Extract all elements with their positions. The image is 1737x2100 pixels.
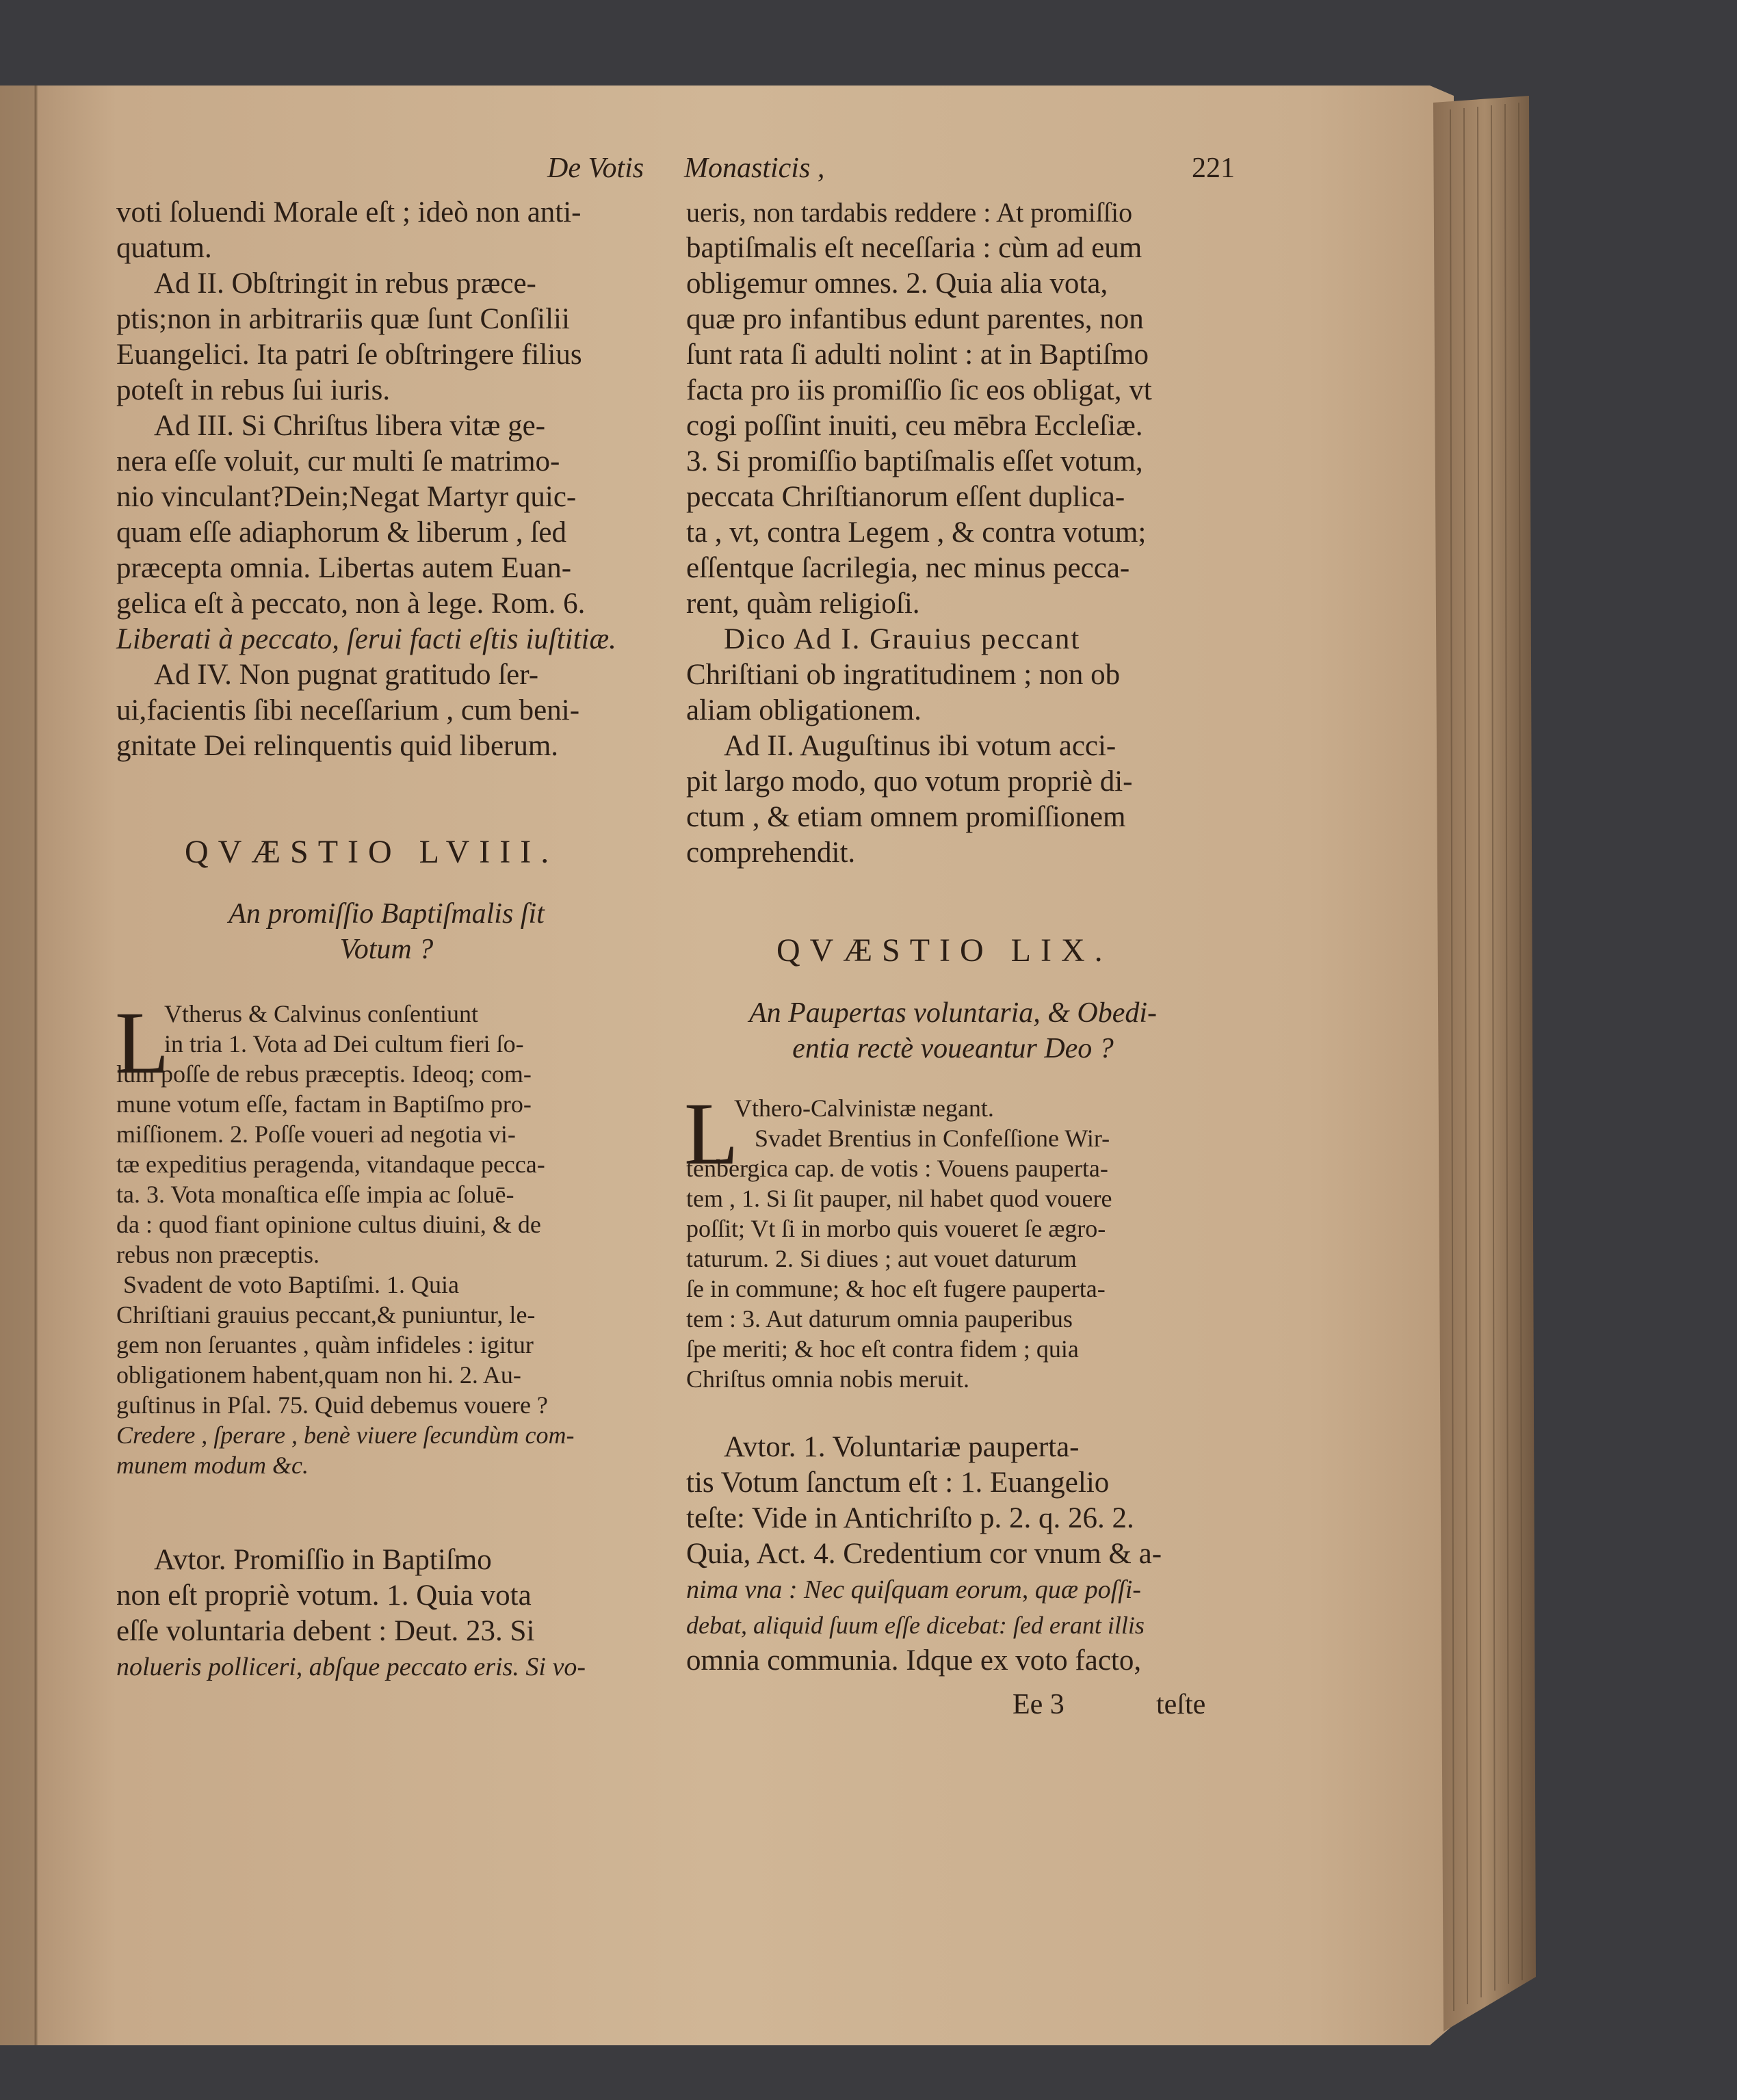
text-line: non eſt propriè votum. 1. Quia vota [116,1579,532,1612]
question-title-lviii [116,896,657,967]
text-line: ſunt rata ſi adulti nolint : at in Baptiſmo [686,339,1149,371]
text-line: peccata Chriſtianorum eſſent duplica- [686,481,1125,513]
text-line: Ad II. Auguſtinus ibi votum acci- [724,730,1116,762]
right-column-body-end [686,1430,1162,1679]
text-line: 3. Si promiſſio baptiſmalis eſſet votum, [686,445,1143,477]
text-line: taturum. 2. Si diues ; aut vouet daturum [686,1245,1077,1272]
text-line: baptiſmalis eſt neceſſaria : cùm ad eum [686,232,1142,264]
text-line-italic: debat, aliquid ſuum eſſe dicebat: ſed erant illis [686,1612,1145,1639]
text-line: facta pro iis promiſſio ſic eos obligat, vt [686,374,1152,406]
left-column-intro [116,195,616,764]
text-line: rent, quàm religioſi. [686,588,920,620]
text-line-italic: Liberati à peccato, ſerui facti eſtis iuſtitiæ. [116,623,616,655]
text-line-italic: munem modum &c. [116,1452,309,1479]
text-line: mune votum eſſe, factam in Baptiſmo pro- [116,1090,532,1118]
text-line: Svadent de voto Baptiſmi. 1. Quia [123,1271,459,1298]
text-line: Chriſtiani ob ingratitudinem ; non ob [686,659,1121,691]
text-line: teſte: Vide in Antichriſto p. 2. q. 26. 2. [686,1502,1134,1534]
text-line: nio vinculant?Dein;Negat Martyr quic- [116,481,577,513]
text-line: quatum. [116,232,212,264]
left-column-body [115,994,575,1480]
text-line: Vtherus & Calvinus conſentiunt [164,1000,478,1027]
text-line: eſſentque ſacrilegia, nec minus pecca- [686,552,1130,584]
text-line: pit largo modo, quo votum propriè di- [686,765,1133,798]
page-number: 221 [1192,153,1235,184]
running-head-left: De Votis [547,153,644,184]
text-line: lùm poſſe de rebus præceptis. Ideoq; com- [116,1060,532,1088]
text-line: quam eſſe adiaphorum & liberum , ſed [116,516,566,549]
drop-cap: L [115,994,170,1092]
question-heading-lviii: QVÆSTIO LVIII. [185,834,559,870]
text-line: ui,facientis ſibi neceſſarium , cum beni- [116,694,580,726]
text-line: Euangelici. Ita patri ſe obſtringere filius [116,339,582,371]
text-line: poſſit; Vt ſi in morbo quis voueret ſe ægro- [686,1215,1106,1242]
text-line: obligemur omnes. 2. Quia alia vota, [686,267,1108,300]
text-line: guſtinus in Pſal. 75. Quid debemus vouere ? [116,1391,548,1419]
text-line: omnia communia. Idque ex voto facto, [686,1644,1142,1677]
title-line: An Paupertas voluntaria, & Obedi- [748,997,1158,1029]
text-line-italic: nima vna : Nec quiſquam eorum, quæ poſſi- [686,1575,1141,1604]
text-line: Ad II. Obſtringit in rebus præce- [154,267,536,300]
text-line: rebus non præceptis. [116,1241,319,1268]
running-head-right: Monasticis , [684,153,825,184]
catchword: teſte [1156,1689,1206,1720]
text-line: comprehendit. [686,837,856,869]
signature-mark: Ee 3 [1013,1689,1065,1720]
right-column-intro [686,195,1152,871]
title-line: Votum ? [339,934,434,965]
text-line: quæ pro infantibus edunt parentes, non [686,303,1144,335]
title-line: An promiſſio Baptiſmalis ſit [228,898,545,930]
text-line: ta , vt, contra Legem , & contra votum; [686,516,1147,549]
text-line: Chriſtus omnia nobis meruit. [686,1365,969,1393]
text-line: ta. 3. Vota monaſtica eſſe impia ac ſoluē- [116,1181,514,1208]
text-line: eſſe voluntaria debent : Deut. 23. Si [116,1615,535,1647]
text-line: præcepta omnia. Libertas autem Euan- [116,552,572,584]
question-heading-lix: QVÆSTIO LIX. [776,932,1112,969]
text-line: tem : 3. Aut daturum omnia pauperibus [686,1305,1073,1333]
right-column-body [684,1085,1112,1394]
text-line: ſpe meriti; & hoc eſt contra fidem ; quia [686,1335,1079,1363]
left-column-body-end [116,1543,586,1685]
text-line: Avtor. 1. Voluntariæ pauperta- [724,1431,1080,1463]
text-line: voti ſoluendi Morale eſt ; ideò non anti- [116,196,582,228]
text-line: ueris, non tardabis reddere : At promiſſio [686,197,1133,228]
text-line: Ad IV. Non pugnat gratitudo ſer- [154,659,539,691]
text-line: ſe in commune; & hoc eſt fugere pauperta- [686,1275,1106,1302]
text-line: Chriſtiani grauius peccant,& puniuntur, le- [116,1301,536,1328]
text-line: tæ expeditius peragenda, vitandaque pecca- [116,1151,545,1178]
question-title-lix [686,995,1220,1066]
text-line: tenbergica cap. de votis : Vouens pauperta- [686,1155,1108,1182]
text-line: tem , 1. Si ſit pauper, nil habet quod vouere [686,1185,1112,1212]
text-line: Ad III. Si Chriſtus libera vitæ ge- [154,410,546,442]
text-line: Vthero-Calvinistæ negant. [734,1094,994,1122]
text-line: in tria 1. Vota ad Dei cultum fieri ſo- [164,1030,524,1058]
text-line: aliam obligationem. [686,694,922,726]
text-line: ptis;non in arbitrariis quæ ſunt Conſilii [116,303,570,335]
text-line: Quia, Act. 4. Credentium cor vnum & a- [686,1538,1162,1570]
text-line: obligationem habent,quam non hi. 2. Au- [116,1361,521,1389]
text-line: ctum , & etiam omnem promiſſionem [686,801,1126,833]
text-line: gnitate Dei relinquentis quid liberum. [116,730,559,762]
title-line: entia rectè voueantur Deo ? [792,1033,1114,1064]
drop-cap: L [684,1085,739,1183]
text-line: cogi poſſint inuiti, ceu mēbra Eccleſiæ. [686,410,1143,442]
text-line: Dico Ad I. Grauius peccant [724,623,1081,655]
text-line: poteſt in rebus ſui iuris. [116,374,391,406]
text-line: miſſionem. 2. Poſſe voueri ad negotia vi- [116,1120,516,1148]
text-line-italic: nolueris polliceri, abſque peccato eris. Si vo- [116,1653,586,1681]
text-line: Avtor. Promiſſio in Baptiſmo [154,1544,492,1576]
text-line: gem non ſeruantes , quàm infideles : igitur [116,1331,534,1359]
text-line: da : quod fiant opinione cultus diuini, & de [116,1211,541,1238]
text-line: nera eſſe voluit, cur multi ſe matrimo- [116,445,560,477]
text-line: Svadet Brentius in Confeſſione Wir- [755,1125,1110,1152]
text-line: gelica eſt à peccato, non à lege. Rom. 6. [116,588,586,620]
text-line-italic: Credere , ſperare , benè viuere ſecundùm com- [116,1421,575,1449]
text-line: tis Votum ſanctum eſt : 1. Euangelio [686,1467,1110,1499]
